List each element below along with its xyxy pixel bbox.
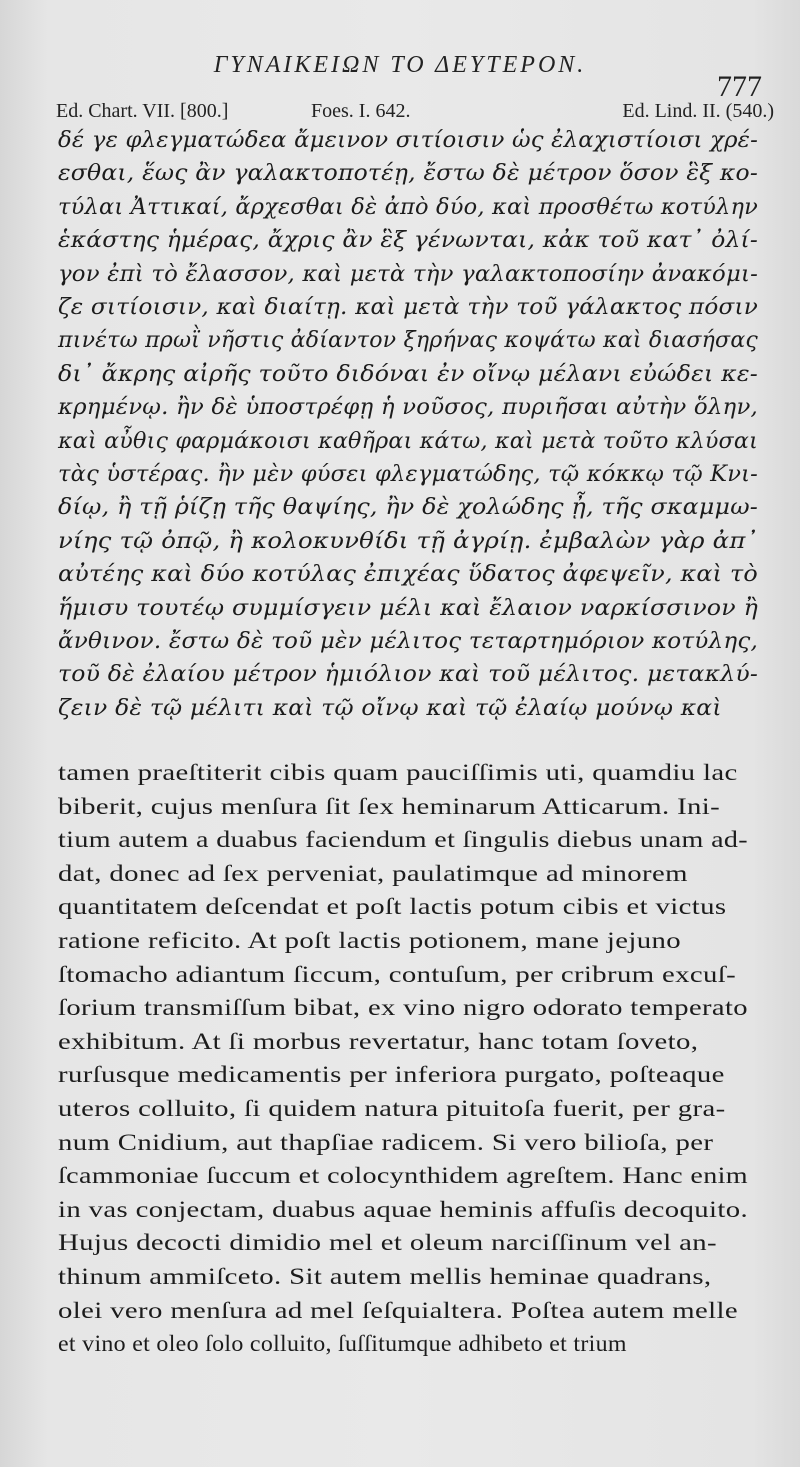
ref-foes-edition: Foes. I. 642. [311,100,411,122]
latin-text-line: Hujus decocti dimidio mel et oleum narciſſinum vel an- [58,1230,717,1256]
greek-text-line: εσθαι, ἕως ἂν γαλακτοποτέῃ, ἔστω δὲ μέτρον ὅσον ἓξ κο- [58,160,758,187]
greek-text-line: ἥμισυ τουτέῳ συμμίσγειν μέλι καὶ ἔλαιον ναρκίσσινον ἢ [58,594,758,621]
greek-text-line: καὶ αὖθις φαρμάκοισι καθῆραι κάτω, καὶ μετὰ τοῦτο κλύσαι [58,427,758,454]
greek-text-line: κρημένῳ. ἢν δὲ ὑποστρέφῃ ἡ νοῦσος, πυριῆσαι αὐτὴν ὅλην, [58,394,758,421]
latin-text-line: rurſusque medicamentis per inferiora purgato, poſteaque [58,1062,725,1088]
greek-text-line: γον ἐπὶ τὸ ἔλασσον, καὶ μετὰ τὴν γαλακτοποσίην ἀνακόμι- [58,260,759,287]
latin-text-line: biberit, cujus menſura ſit ſex heminarum Atticarum. Ini- [58,793,721,819]
latin-text-line: ſtomacho adiantum ſiccum, contuſum, per cribrum excuſ- [58,961,737,987]
latin-text-line: dat, donec ad ſex perveniat, paulatimque ad minorem [58,860,688,886]
greek-text-line: τοῦ δὲ ἐλαίου μέτρον ἡμιόλιον καὶ τοῦ μέλιτος. μετακλύ- [58,661,758,688]
latin-text-line: thinum ammiſceto. Sit autem mellis heminae quadrans, [58,1264,712,1289]
greek-text-line: ζε σιτίοισιν, καὶ διαίτῃ. καὶ μετὰ τὴν τοῦ γάλακτος πόσιν [58,294,758,320]
greek-text-line: ζειν δὲ τῷ μέλιτι καὶ τῷ οἴνῳ καὶ τῷ ἐλαίῳ μούνῳ καὶ [58,694,722,721]
latin-text-line: uteros colluito, ſi quidem natura pituitoſa fuerit, per gra- [58,1096,726,1121]
latin-text-line: exhibitum. At ſi morbus revertatur, hanc totam ſoveto, [58,1028,699,1054]
latin-text-line: tium autem a duabus faciendum et ſingulis diebus unam ad- [58,827,748,853]
latin-text-line: ſcammoniae ſuccum et colocynthidem agreſtem. Hanc enim [58,1163,748,1189]
greek-text-line: νίης τῷ ὀπῷ, ἢ κολοκυνθίδι τῇ ἀγρίῃ. ἐμβαλὼν γὰρ ἀπ᾽ [58,527,759,554]
ref-chartier-edition: Ed. Chart. VII. [800.] [56,100,229,122]
latin-text-line: ſorium transmiſſum bibat, ex vino nigro odorato temperato [58,995,748,1021]
latin-text-line: olei vero menſura ad mel ſeſquialtera. Poſtea autem melle [58,1297,738,1323]
greek-text-line: δι᾽ ἄκρης αἰρῆς τοῦτο διδόναι ἐν οἴνῳ μέλανι εὐώδει κε- [58,360,758,387]
latin-text-line: num Cnidium, aut thapſiae radicem. Si vero bilioſa, per [58,1129,714,1155]
greek-text-block [58,127,758,728]
ref-linden-edition: Ed. Lind. II. (540.) [622,100,774,122]
greek-text-line: πινέτω πρωῒ νῆστις ἀδίαντον ξηρήνας κοψάτω καὶ διασήσας [58,327,758,354]
greek-text-line: τὰς ὑστέρας. ἢν μὲν φύσει φλεγματώδης, τῷ κόκκῳ τῷ Κνι- [58,461,758,487]
greek-text-line: ἑκάστης ἡμέρας, ἄχρις ἂν ἓξ γένωνται, κἀκ τοῦ κατ᾽ ὀλί- [58,227,758,254]
latin-text-line: ratione reficito. At poſt lactis potionem, mane jejuno [58,928,682,953]
running-title: ΓΥΝΑΙΚΕΙΩΝ ΤΟ ΔΕΥΤΕΡΟΝ. [213,52,587,78]
greek-text-line: αὐτέης καὶ δύο κοτύλας ἐπιχέας ὕδατος ἀφεψεῖν, καὶ τὸ [58,561,759,588]
latin-text-block [58,760,758,1365]
greek-text-line: δέ γε φλεγματώδεα ἄμεινον σιτίοισιν ὡς ἐλαχιστίοισι χρέ- [58,127,758,153]
latin-text-line: quantitatem deſcendat et poſt lactis potum cibis et victus [58,894,727,920]
latin-text-line: in vas conjectam, duabus aquae heminis affuſis decoquito. [58,1196,748,1222]
greek-text-line: δίῳ, ἢ τῇ ῥίζῃ τῆς θαψίης, ἢν δὲ χολώδης ᾖ, τῆς σκαμμω- [58,494,758,521]
page-number: 777 [717,70,762,103]
latin-text-line: tamen praeſtiterit cibis quam pauciſſimis uti, quamdiu lac [58,760,738,785]
latin-text-line: et vino et oleo ſolo colluito, ſuſſitumque adhibeto et trium [58,1331,627,1357]
edition-references [56,100,774,130]
greek-text-line: ἄνθινον. ἔστω δὲ τοῦ μὲν μέλιτος τεταρτημόριον κοτύλης, [58,628,758,654]
greek-text-line: τύλαι Ἀττικαί, ἄρχεσθαι δὲ ἀπὸ δύο, καὶ προσθέτω κοτύλην [58,193,758,220]
